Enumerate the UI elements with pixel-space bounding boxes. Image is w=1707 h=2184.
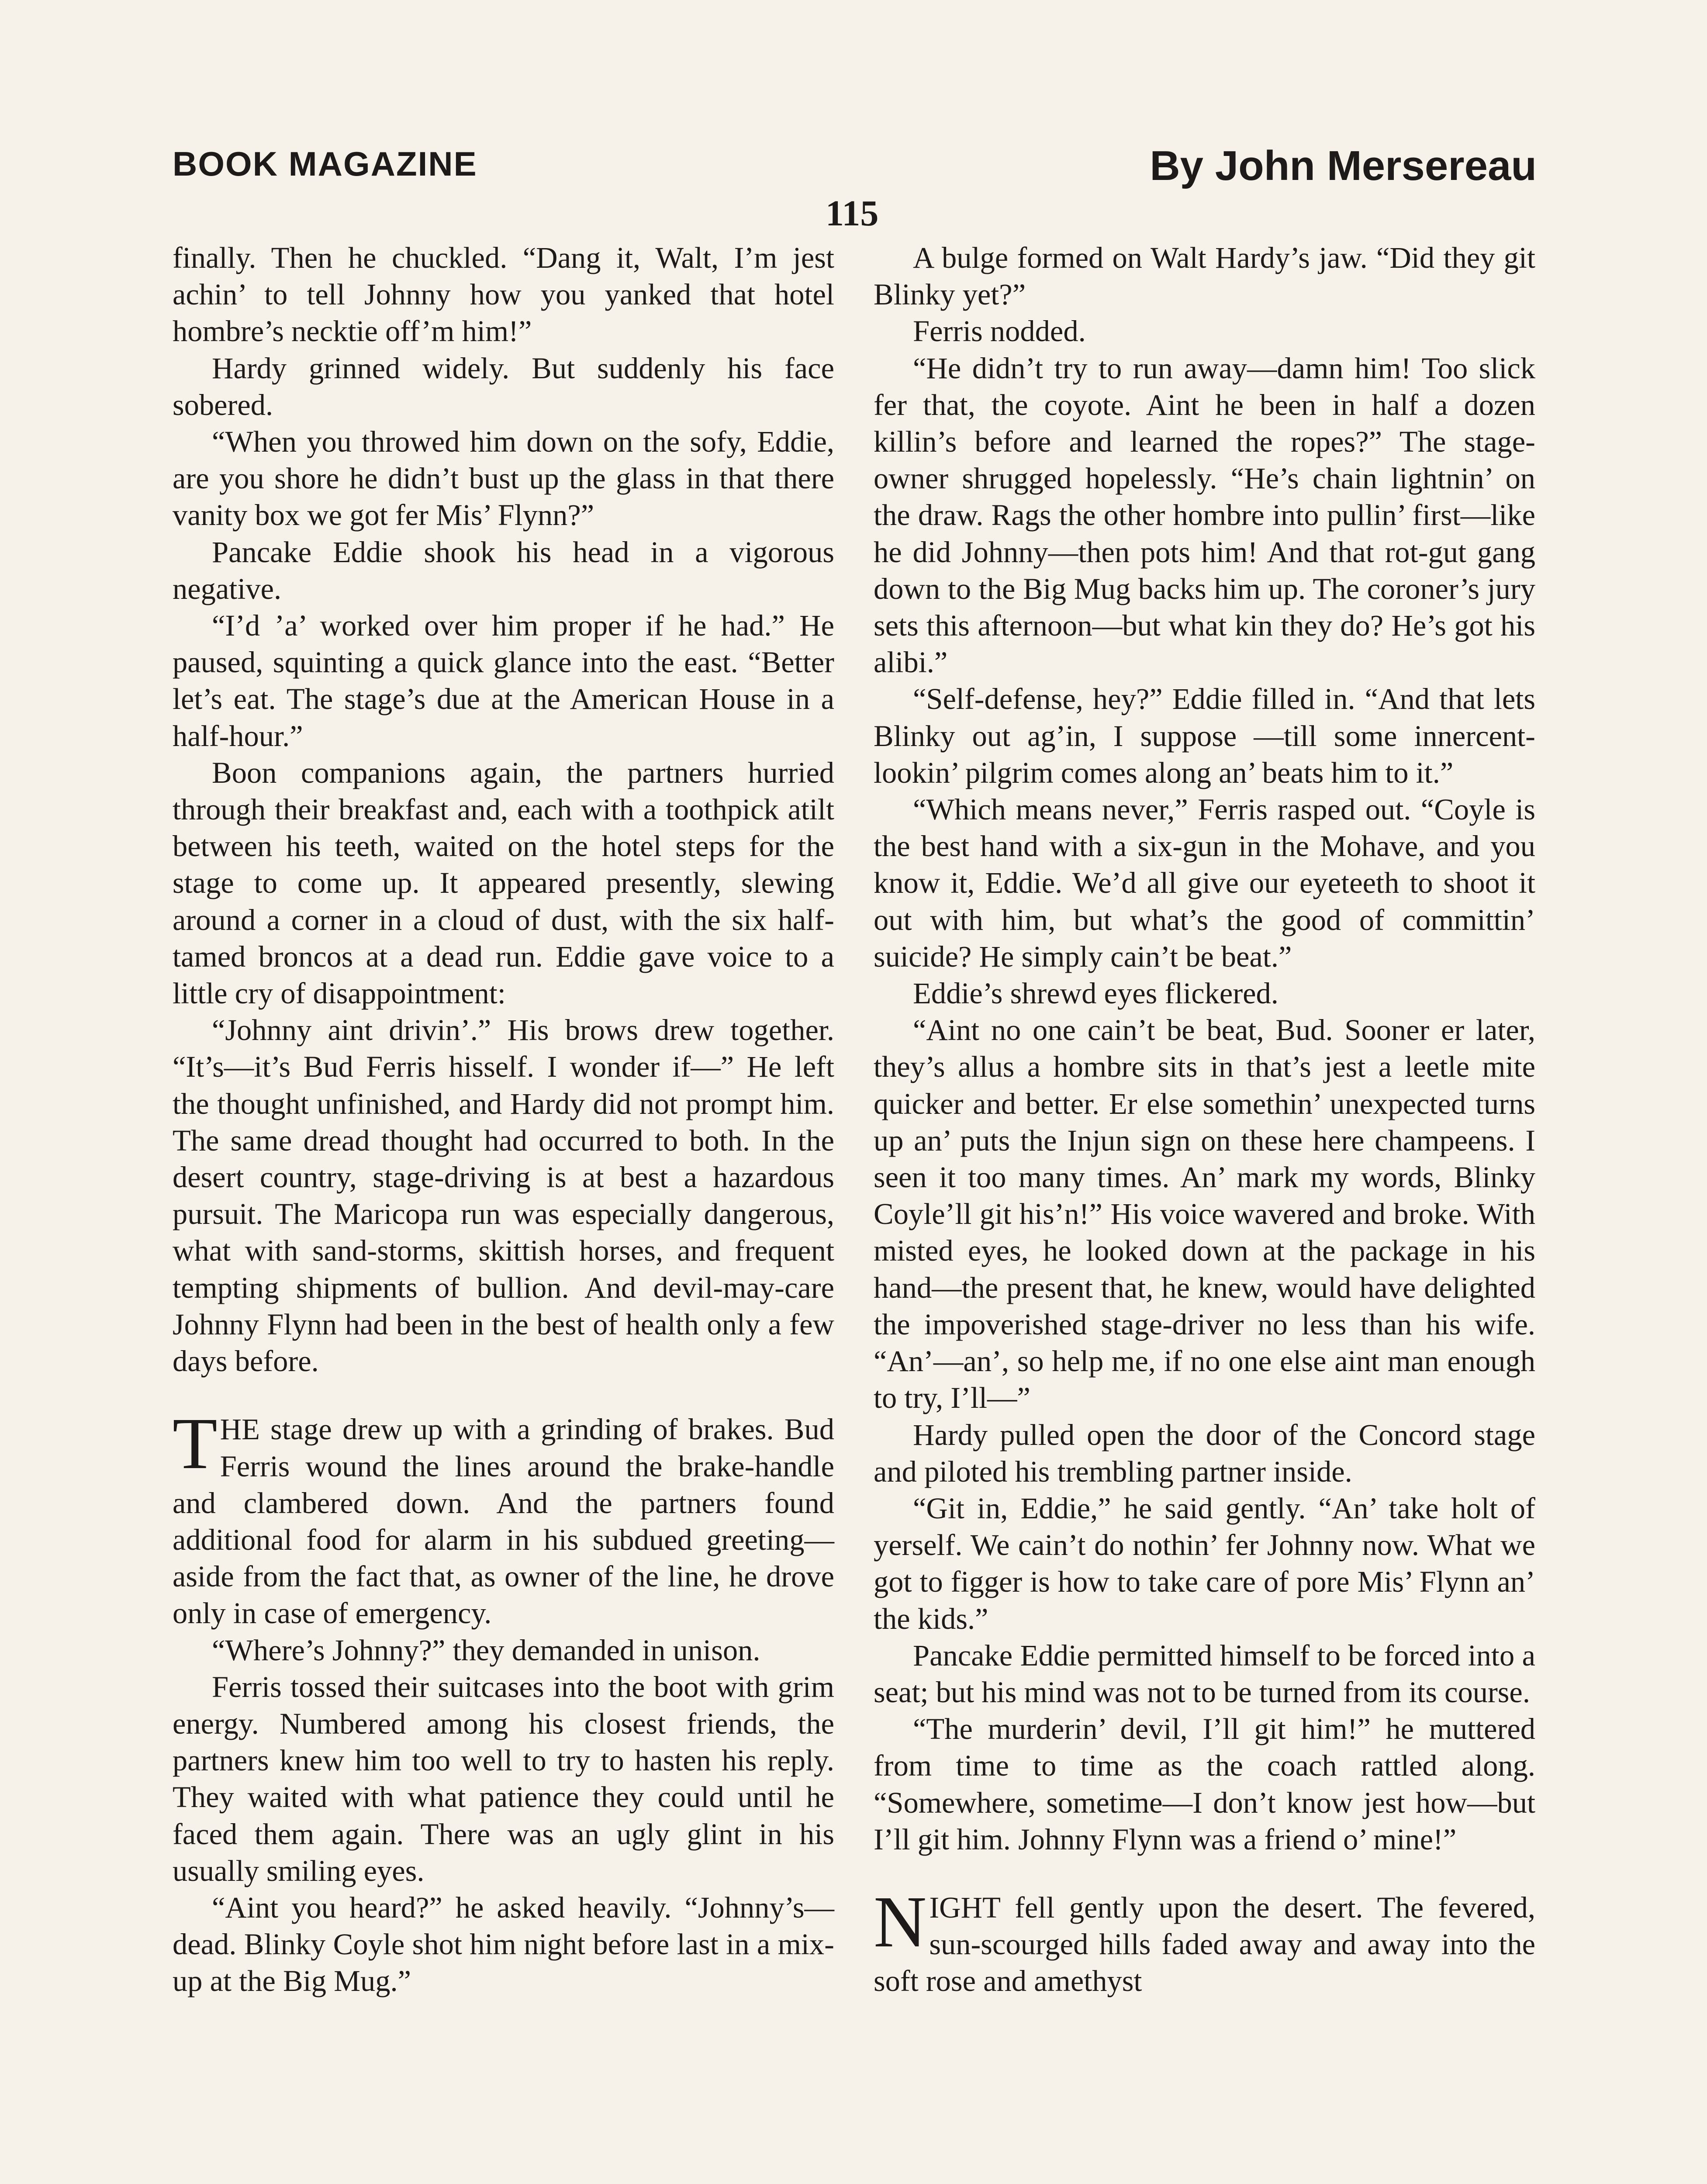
paragraph: “When you throwed him down on the sofy, Eddie, are you shore he didn’t bust up the glass in that there vanity box we got fer Mis’ Flynn?” — [173, 425, 834, 532]
left-column — [173, 239, 834, 2000]
paragraph: “Which means never,” Ferris rasped out. “Coyle is the best hand with a six-gun in the Mohave, and you know it, Eddie. We’d all give our eyeteeth to shoot it out with him, but what’s the good of committin’ suicide? He simply cain’t be beat.” — [874, 793, 1535, 973]
paragraph: Pancake Eddie permitted himself to be forced into a seat; but his mind was not to be turned from its course. — [874, 1638, 1535, 1709]
author-byline: By John Mersereau — [1150, 142, 1537, 189]
section-opening-paragraph — [874, 1881, 1535, 2000]
paragraph: “The murderin’ devil, I’ll git him!” he muttered from time to time as the coach rattled along. “Somewhere, sometime—I don’t know jest how—but I’ll git him. Johnny Flynn was a friend o’ mine!” — [874, 1712, 1535, 1856]
drop-cap: N — [874, 1881, 927, 1963]
paragraph: “Where’s Johnny?” they demanded in unison. — [212, 1633, 760, 1667]
paragraph: finally. Then he chuckled. “Dang it, Walt, I’m jest achin’ to tell Johnny how you yanked that hotel hombre’s necktie off’m him!” — [173, 241, 834, 348]
paragraph: “Aint no one cain’t be beat, Bud. Sooner er later, they’s allus a hombre sits in that’s jest a leetle mite quicker and better. Er else somethin’ unexpected turns up an’ puts the Injun sign on these here champeens. I seen it too many times. An’ mark my words, Blinky Coyle’ll git his’n!” His voice wavered and broke. With misted eyes, he looked down at the package in his hand—the present that, he knew, would have delighted the impoverished stage-driver no less than his wife. “An’—an’, so help me, if no one else aint man enough to try, I’ll—” — [874, 1013, 1535, 1415]
paragraph: “Self-defense, hey?” Eddie filled in. “And that lets Blinky out ag’in, I suppose —till some innercent-lookin’ pilgrim comes along an’ beats him to it.” — [874, 682, 1535, 789]
paragraph: Pancake Eddie shook his head in a vigorous negative. — [173, 535, 834, 605]
paragraph-text: HE stage drew up with a grinding of brakes. Bud Ferris wound the lines around the brake-handle and clambered down. And the partners found additional food for alarm in his subdued greeting—aside from the fact that, as owner of the line, he drove only in case of emergency. — [173, 1413, 834, 1630]
paragraph: Eddie’s shrewd eyes flickered. — [913, 977, 1279, 1010]
paragraph: “I’d ’a’ worked over him proper if he had.” He paused, squinting a quick glance into the east. “Better let’s eat. The stage’s due at the American House in a half-hour.” — [173, 609, 834, 753]
paragraph: Hardy grinned widely. But suddenly his face sobered. — [173, 351, 834, 422]
paragraph: “Aint you heard?” he asked heavily. “Johnny’s—dead. Blinky Coyle shot him night before last in a mix-up at the Big Mug.” — [173, 1890, 834, 1998]
paragraph: Hardy pulled open the door of the Concord stage and piloted his trembling partner inside. — [874, 1418, 1535, 1488]
page-number: 115 — [826, 193, 879, 234]
paragraph: “Johnny aint drivin’.” His brows drew together. “It’s—it’s Bud Ferris hisself. I wonder if—” He left the thought unfinished, and Hardy did not prompt him. The same dread thought had occurred to both. In the desert country, stage-driving is at best a hazardous pursuit. The Maricopa run was especially dangerous, what with sand-storms, skittish horses, and frequent tempting shipments of bullion. And devil-may-care Johnny Flynn had been in the best of health only a few days before. — [173, 1013, 834, 1378]
paragraph-text: IGHT fell gently upon the desert. The fevered, sun-scourged hills faded away and away into the soft rose and amethyst — [874, 1890, 1535, 1998]
paragraph: Boon companions again, the partners hurried through their breakfast and, each with a toothpick atilt between his teeth, waited on the hotel steps for the stage to come up. It appeared presently, slewing around a corner in a cloud of dust, with the six half-tamed broncos at a dead run. Eddie gave voice to a little cry of disappointment: — [173, 756, 834, 1010]
section-opening-paragraph — [173, 1403, 834, 1631]
magazine-title: BOOK MAGAZINE — [173, 145, 477, 183]
paragraph: “Git in, Eddie,” he said gently. “An’ take holt of yerself. We cain’t do nothin’ fer Johnny now. What we got to figger is how to take care of pore Mis’ Flynn an’ the kids.” — [874, 1491, 1535, 1635]
paragraph: “He didn’t try to run away—damn him! Too slick fer that, the coyote. Aint he been in half a dozen killin’s before and learned the ropes?” The stage-owner shrugged hopelessly. “He’s chain lightnin’ on the draw. Rags the other hombre into pullin’ first—like he did Johnny—then pots him! And that rot-gut gang down to the Big Mug backs him up. The coroner’s jury sets this afternoon—but what kin they do? He’s got his alibi.” — [874, 351, 1535, 679]
paragraph: A bulge formed on Walt Hardy’s jaw. “Did they git Blinky yet?” — [874, 241, 1535, 311]
drop-cap: T — [173, 1403, 218, 1485]
right-column — [874, 239, 1535, 2000]
paragraph: Ferris nodded. — [913, 314, 1086, 348]
paragraph: Ferris tossed their suitcases into the boot with grim energy. Numbered among his closest friends, the partners knew him too well to try to hasten his reply. They waited with what patience they could until he faced them again. There was an ugly glint in his usually smiling eyes. — [173, 1670, 834, 1887]
